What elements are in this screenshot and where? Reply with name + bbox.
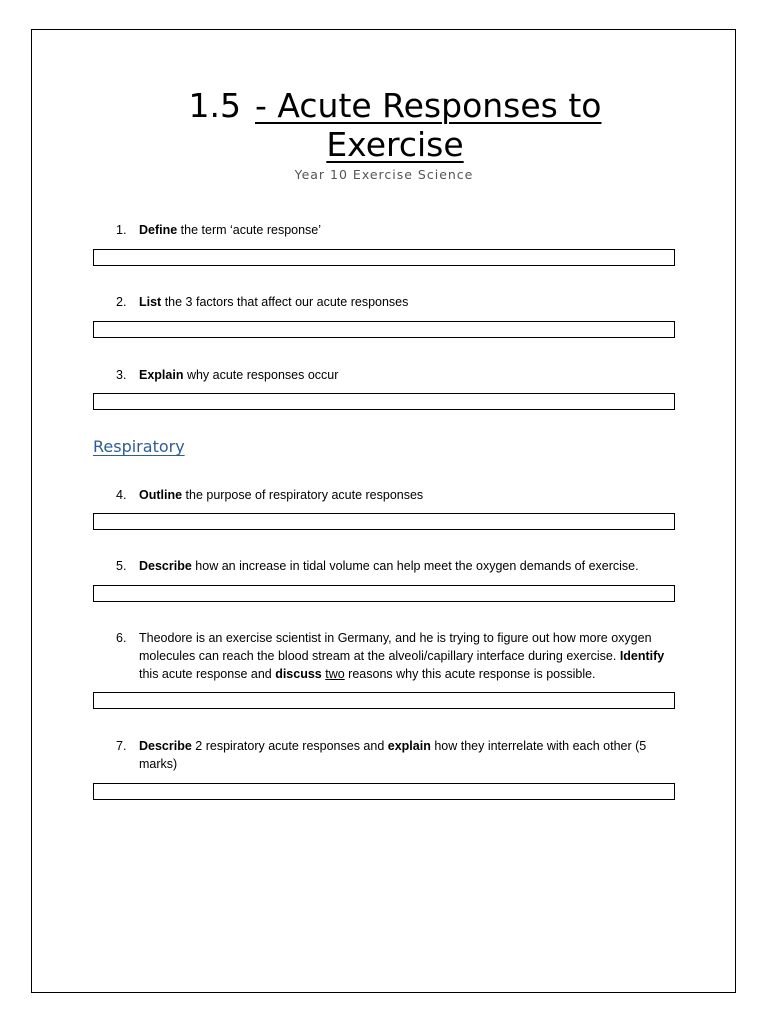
question-text: how they interrelate with each other (5 marks) bbox=[139, 739, 647, 771]
question-emphasis: two bbox=[325, 667, 345, 681]
question-5 bbox=[116, 557, 676, 575]
question-text: why acute responses occur bbox=[183, 368, 339, 382]
question-3 bbox=[116, 366, 676, 384]
title-text: - Acute Responses to Exercise bbox=[255, 86, 602, 164]
question-text-mid: 2 respiratory acute responses and bbox=[191, 739, 388, 753]
page-subtitle: Year 10 Exercise Science bbox=[294, 167, 474, 182]
answer-box-4[interactable] bbox=[93, 513, 675, 530]
question-text: the 3 factors that affect our acute responses bbox=[161, 295, 409, 309]
question-number: 1. bbox=[116, 223, 127, 237]
answer-box-7[interactable] bbox=[93, 783, 675, 800]
question-2 bbox=[116, 293, 676, 311]
title-number: 1.5 bbox=[188, 86, 241, 125]
answer-box-5[interactable] bbox=[93, 585, 675, 602]
question-text: the term ‘acute response’ bbox=[177, 223, 322, 237]
answer-box-1[interactable] bbox=[93, 249, 675, 266]
question-6 bbox=[116, 629, 676, 683]
answer-box-6[interactable] bbox=[93, 692, 675, 709]
question-text-mid: this acute response and bbox=[139, 667, 276, 681]
question-4 bbox=[116, 486, 676, 504]
question-verb-2: explain bbox=[387, 739, 431, 753]
question-verb: Outline bbox=[139, 488, 183, 502]
question-verb: Explain bbox=[139, 368, 184, 382]
question-verb-2: discuss bbox=[275, 667, 322, 681]
answer-box-2[interactable] bbox=[93, 321, 675, 338]
question-number: 4. bbox=[116, 488, 127, 502]
question-text: Theodore is an exercise scientist in Germany, and he is trying to figure out how more oxygen molecules can reach the blood stream at the alveoli/capillary interface during exercise. bbox=[139, 631, 652, 663]
question-verb: List bbox=[139, 295, 162, 309]
question-text-end: reasons why this acute response is possible. bbox=[344, 667, 596, 681]
section-heading-respiratory: Respiratory bbox=[93, 437, 185, 456]
question-text: how an increase in tidal volume can help meet the oxygen demands of exercise. bbox=[191, 559, 639, 573]
question-number: 7. bbox=[116, 739, 127, 753]
answer-box-3[interactable] bbox=[93, 393, 675, 410]
page-title bbox=[160, 86, 630, 164]
question-verb: Describe bbox=[139, 559, 192, 573]
question-1 bbox=[116, 221, 676, 239]
question-verb: Describe bbox=[139, 739, 192, 753]
question-verb: Define bbox=[139, 223, 178, 237]
question-number: 5. bbox=[116, 559, 127, 573]
question-text: the purpose of respiratory acute responses bbox=[182, 488, 424, 502]
question-number: 2. bbox=[116, 295, 127, 309]
question-7 bbox=[116, 737, 676, 773]
question-number: 6. bbox=[116, 631, 127, 645]
question-verb: Identify bbox=[619, 649, 665, 663]
question-number: 3. bbox=[116, 368, 127, 382]
